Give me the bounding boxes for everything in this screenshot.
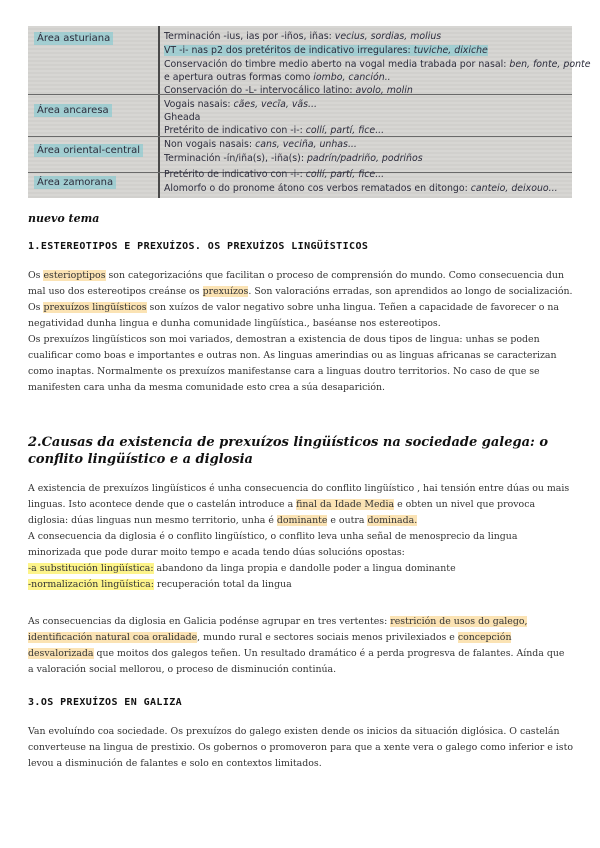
- solution-substitution: -a substitución lingüística: abandono da linga propia e dandolle poder a lingua dominante: [28, 563, 456, 574]
- note-line: e apertura outras formas como iombo, canción..: [164, 72, 391, 83]
- paragraph: As consecuencias da diglosia en Galicia podénse agrupar en tres vertentes: restrición de usos do galego, identificación natural coa oralidade, mundo rural e sectores sociais menos privilexiados e concepción desvalorizada que moitos dos galegos teñen. Un resultado dramático é a perda progresva de falantes. Aínda que a valoración social mellorou, o proceso de disminución continúa.: [28, 616, 565, 675]
- area-label-zamorana: Área zamorana: [34, 176, 116, 189]
- area-label-oriental: Área oriental-central: [34, 144, 143, 157]
- note-line: Terminación -ius, ias por -iños, iñas: vecius, sordias, molius: [164, 31, 442, 42]
- notes-photo: [28, 26, 591, 198]
- paragraph: Os prexuízos lingüísticos son xuízos de valor negativo sobre unha lingua. Teñen a capacidade de favorecer o na negatividad dunha lingua e dunha comunidade lingüística., baséanse nos estereotipos.: [28, 302, 559, 329]
- area-label-ancaresa: Área ancaresa: [34, 104, 112, 117]
- note-line: Terminación -ín/iña(s), -iña(s): padrín/padriño, podriños: [164, 153, 423, 164]
- paragraph: A existencia de prexuízos lingüísticos é unha consecuencia do conflito lingüístico , hai tensión entre dúas ou mais linguas. Isto acontece dende que o castelán introduce a final da Idade Media e obten un nivel que provoca diglosia: dúas linguas nun mesmo territorio, unha é dominante e outra dominada.: [28, 483, 570, 526]
- paragraph: A consecuencia da diglosia é o conflito lingüístico, o conflito leva unha señal de menosprecio da lingua minorizada que pode durar moito tempo e acada tendo dúas solucións opostas:: [28, 531, 518, 558]
- paragraph: Os esterioptipos son categorizacións que facilitan o proceso de comprensión do mundo. Como consecuencia dun mal uso dos estereotipos creánse os prexuízos. Son valoracións erradas, son aprendidos ao longo de socialización.: [28, 270, 573, 297]
- note-line: Alomorfo o do pronome átono cos verbos rematados en ditongo: canteio, deixouo...: [164, 183, 558, 194]
- area-label-asturiana: Área asturiana: [34, 32, 113, 45]
- section3-title: 3.OS PREXUÍZOS EN GALIZA: [28, 697, 183, 708]
- note-line: Conservación do timbre medio aberto na vogal media trabada por nasal: ben, fonte, ponte: [164, 59, 591, 70]
- note-line: Conservación do -L- intervocálico latino: avolo, molin: [164, 85, 413, 96]
- section1-body: [28, 268, 573, 396]
- section2-consequences: [28, 614, 573, 678]
- note-line: Vogais nasais: cães, vecĩa, vãs...: [164, 99, 317, 110]
- section1-title: 1.ESTEREOTIPOS E PREXUÍZOS. OS PREXUÍZOS LINGÜÍSTICOS: [28, 241, 369, 252]
- note-line: Pretérito de indicativo con -i-: collí, partí, fice...: [164, 125, 385, 136]
- note-line: Non vogais nasais: cans, veciña, unhas...: [164, 139, 357, 150]
- paragraph: Os prexuízos lingüísticos son moi variados, demostran a existencia de dous tipos de lingua: unhas se poden cualificar como boas e importantes e outras non. As linguas amerindias ou as linguas africanas se caracterizan como inaptas. Normalmente os prexuízos manifestanse cara a linguas doutro territorios. No caso de que se manifesten cara unha da mesma comunidade esto crea a súa desaparición.: [28, 334, 557, 393]
- paragraph: Van evoluíndo coa sociedade. Os prexuízos do galego existen dende os inicios da situación diglósica. O castelán converteuse na lingua de prestixio. Os gobernos o promoveron para que a xente vera o galego como inferior e isto levou a disminución de falantes e solo en contextos limitados.: [28, 726, 573, 769]
- section3-body: [28, 724, 573, 772]
- note-line: VT -i- nas p2 dos pretéritos de indicativo irregulares: tuviche, dixiche: [164, 45, 488, 56]
- solution-normalization: -normalización lingüística: recuperación total da lingua: [28, 579, 292, 590]
- note-line: Pretérito de indicativo con -i-: collí, partí, fice...: [164, 169, 385, 180]
- section2-body: [28, 481, 573, 593]
- note-line: Gheada: [164, 112, 201, 123]
- new-topic-heading: nuevo tema: [28, 212, 100, 225]
- section2-title: 2.Causas da existencia de prexuízos lingüísticos na sociedade galega: o conflito lingüístico e a diglosia: [28, 435, 549, 467]
